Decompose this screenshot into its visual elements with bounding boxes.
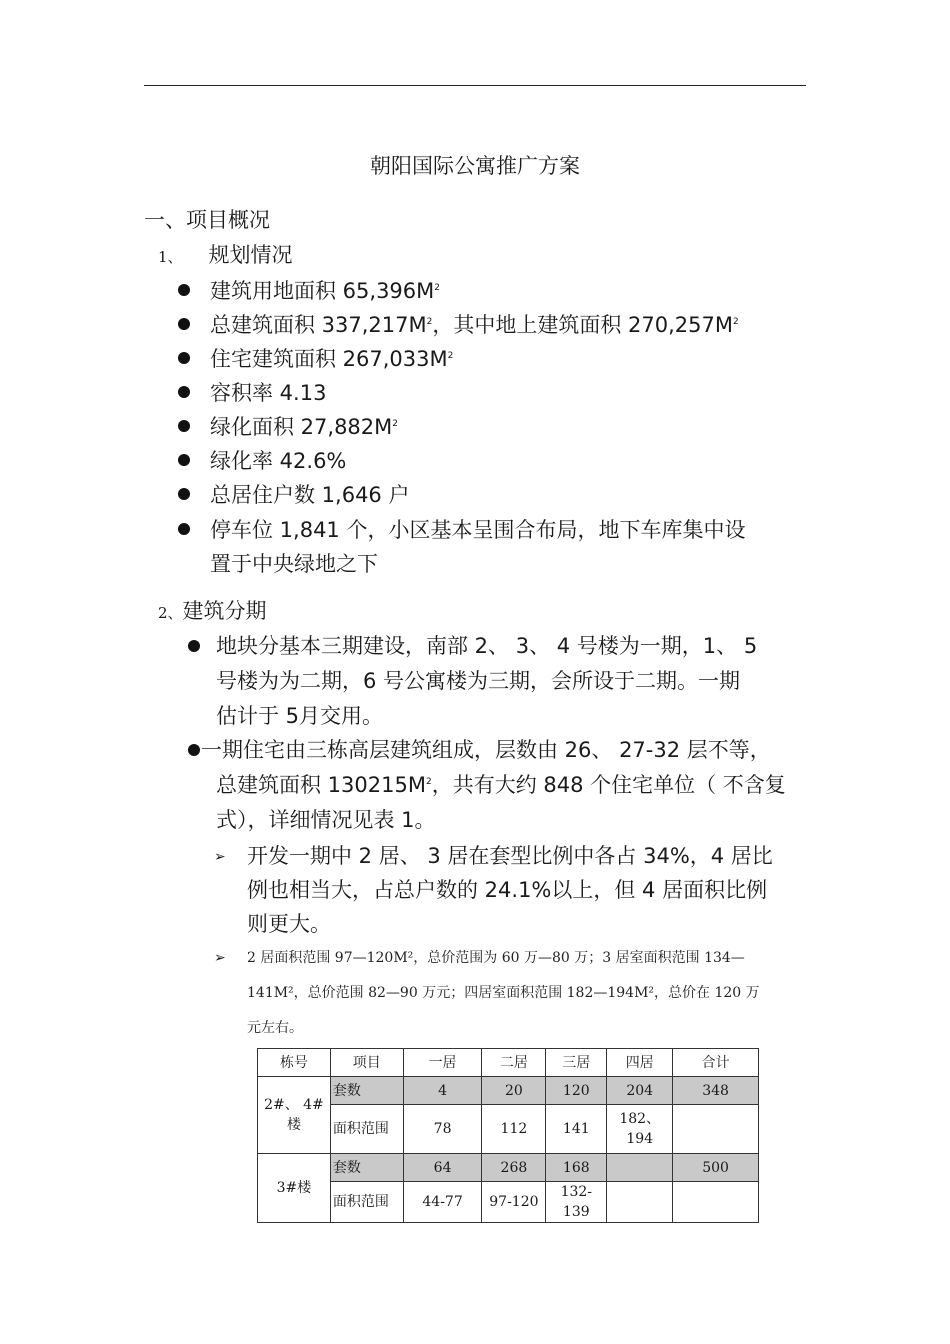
subsection-heading-planning xyxy=(158,240,293,272)
planning-item-parking-line1: 停车位 1,841 个，小区基本呈围合布局，地下车库集中设 xyxy=(210,518,746,542)
table-cell: 120 xyxy=(546,1077,607,1105)
table-cell: 套数 xyxy=(330,1154,403,1182)
table-cell: 268 xyxy=(482,1154,546,1182)
bullet-dot xyxy=(188,744,200,756)
bullet-dot xyxy=(178,488,190,500)
table-cell-building: 3#楼 xyxy=(258,1154,331,1223)
bullet-dot xyxy=(178,523,190,535)
table-header-cell: 二居 xyxy=(482,1049,546,1077)
table-row xyxy=(258,1154,759,1182)
table-cell: 44-77 xyxy=(403,1182,482,1223)
table-cell: 4 xyxy=(403,1077,482,1105)
planning-item-parking-line2: 置于中央绿地之下 xyxy=(210,552,378,576)
bullet-dot xyxy=(178,318,190,330)
table-header-cell: 三居 xyxy=(546,1049,607,1077)
arrow-paragraph-line: 例也相当大，占总户数的 24.1%以上，但 4 居面积比例 xyxy=(247,878,768,902)
table-header-cell: 一居 xyxy=(403,1049,482,1077)
arrow-bullet-icon: ➢ xyxy=(214,950,226,966)
table-row xyxy=(258,1105,759,1154)
phase-paragraph-line: 地块分基本三期建设，南部 2、 3、 4 号楼为一期，1、 5 xyxy=(216,634,758,658)
arrow-bullet-icon: ➢ xyxy=(214,849,226,865)
arrow-paragraph-line: 开发一期中 2 居、 3 居在套型比例中各占 34%，4 居比 xyxy=(247,844,773,868)
planning-item: 容积率 4.13 xyxy=(210,381,327,405)
table-header-cell: 栋号 xyxy=(258,1049,331,1077)
table-cell: 64 xyxy=(403,1154,482,1182)
table-cell: 20 xyxy=(482,1077,546,1105)
subsection-heading-phases xyxy=(158,596,267,628)
table-cell: 套数 xyxy=(330,1077,403,1105)
table-cell: 348 xyxy=(673,1077,759,1105)
table-header-cell: 合计 xyxy=(673,1049,759,1077)
section-heading-overview: 一、项目概况 xyxy=(144,208,270,232)
planning-item: 住宅建筑面积 $267,033M^2$ xyxy=(210,347,454,371)
subsection-title: 建筑分期 xyxy=(182,599,267,623)
table-cell: 97-120 xyxy=(482,1182,546,1223)
table-cell: 112 xyxy=(482,1105,546,1154)
table-cell: 面积范围 xyxy=(330,1182,403,1223)
arrow-paragraph-line: 则更大。 xyxy=(247,912,331,936)
phase-paragraph-line: 式），详细情况见表 1。 xyxy=(216,808,436,832)
bullet-dot xyxy=(178,386,190,398)
planning-item: 建筑用地面积 $65,396M^2$ xyxy=(210,279,441,303)
table-row xyxy=(258,1182,759,1223)
arrow-paragraph-line: 141M²，总价范围 82—90 万元；四居室面积范围 182—194M²，总价在 120 万 xyxy=(247,985,760,1001)
planning-item: 绿化率 42.6% xyxy=(210,449,347,473)
table-cell xyxy=(673,1182,759,1223)
table-cell: 78 xyxy=(403,1105,482,1154)
phase-paragraph-line: 一期住宅由三栋高层建筑组成，层数由 26、 27-32 层不等， xyxy=(201,738,771,762)
bullet-dot xyxy=(188,640,200,652)
table-cell: 204 xyxy=(607,1077,673,1105)
table-cell xyxy=(607,1154,673,1182)
subsection-number: 2、 xyxy=(158,604,183,622)
phase-paragraph-line: 号楼为为二期，6 号公寓楼为三期，会所设于二期。一期 xyxy=(216,669,741,693)
table-row xyxy=(258,1077,759,1105)
table-cell xyxy=(673,1105,759,1154)
planning-item: 总建筑面积 $337,217M^2$，其中地上建筑面积 $270,257M^2$ xyxy=(210,313,739,337)
planning-item: 总居住户数 1,646 户 xyxy=(210,483,410,507)
phase-paragraph-line: 总建筑面积 $130215M^2$，共有大约 848 个住宅单位（ 不含复 xyxy=(216,773,786,797)
table-cell: 500 xyxy=(673,1154,759,1182)
arrow-paragraph-line: 2 居面积范围 97—120M²，总价范围为 60 万—80 万；3 居室面积范围 134— xyxy=(247,950,745,966)
table-cell: 面积范围 xyxy=(330,1105,403,1154)
subsection-number: 1、 xyxy=(158,248,183,266)
header-rule xyxy=(144,85,806,86)
subsection-title: 规划情况 xyxy=(208,243,293,267)
document-title: 朝阳国际公寓推广方案 xyxy=(370,154,580,178)
table-cell: 168 xyxy=(546,1154,607,1182)
phase-paragraph-line: 估计于 5月交用。 xyxy=(216,704,384,728)
table-header-cell: 项目 xyxy=(330,1049,403,1077)
planning-item: 绿化面积 $27,882M^2$ xyxy=(210,415,399,439)
table-cell xyxy=(607,1182,673,1223)
bullet-dot xyxy=(178,284,190,296)
bullet-dot xyxy=(178,454,190,466)
table-header-row xyxy=(258,1049,759,1077)
table-cell: 182、 194 xyxy=(607,1105,673,1154)
table-cell-building: 2#、 4#楼 xyxy=(258,1077,331,1154)
table-cell: 141 xyxy=(546,1105,607,1154)
table-cell: 132-139 xyxy=(546,1182,607,1223)
bullet-dot xyxy=(178,420,190,432)
arrow-paragraph-line: 元左右。 xyxy=(247,1020,303,1036)
table-header-cell: 四居 xyxy=(607,1049,673,1077)
bullet-dot xyxy=(178,352,190,364)
unit-mix-table xyxy=(257,1048,759,1223)
